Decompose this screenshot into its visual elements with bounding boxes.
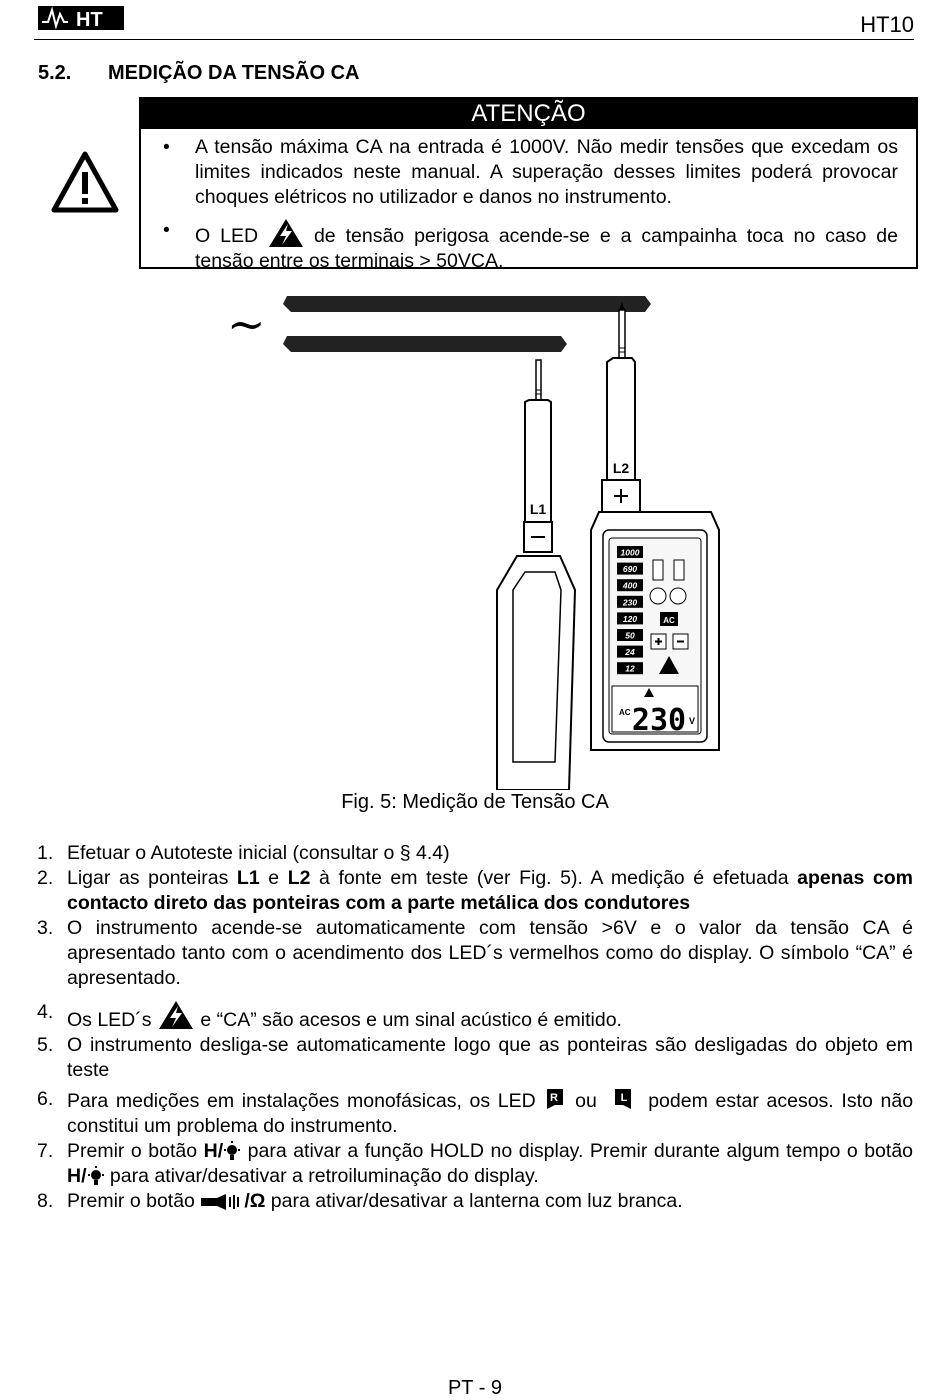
step-4: 4. Os LED´s e “CA” são acesos e um sinal acústico é emitido. bbox=[37, 1001, 622, 1031]
high-voltage-icon bbox=[157, 1000, 195, 1030]
model-name: HT10 bbox=[860, 12, 914, 37]
procedure-steps bbox=[37, 841, 913, 1214]
ht-logo bbox=[38, 4, 124, 32]
led-l-icon bbox=[650, 588, 666, 604]
attention-box bbox=[139, 97, 918, 272]
lcd-ac: AC bbox=[619, 708, 631, 717]
led-r-icon bbox=[670, 588, 686, 604]
bullet2-before: O LED bbox=[195, 225, 259, 247]
scale-label: 50 bbox=[625, 630, 635, 641]
step-1: 1. Efetuar o Autoteste inicial (consultar o § 4.4) bbox=[37, 842, 450, 864]
figure-caption: Fig. 5: Medição de Tensão CA bbox=[341, 791, 609, 813]
page-number: PT - 9 bbox=[447, 1377, 503, 1399]
probe-l1 bbox=[497, 360, 575, 790]
bullet2-after: de tensão perigosa acende-se e a campainha toca no caso de tensão entre os terminais > 50VCA. bbox=[195, 225, 898, 272]
high-voltage-icon bbox=[268, 218, 304, 248]
lcd-unit: V bbox=[689, 716, 696, 726]
conductor-phase bbox=[283, 296, 651, 312]
scale-label: 230 bbox=[622, 597, 638, 608]
lcd-value: 230 bbox=[631, 703, 687, 738]
tester-figure bbox=[225, 290, 745, 790]
scale-label: 24 bbox=[625, 647, 635, 658]
logo-text: HT bbox=[76, 9, 103, 31]
backlight-icon bbox=[223, 1141, 241, 1161]
ac-badge-text: AC bbox=[663, 616, 675, 625]
section-heading bbox=[38, 62, 359, 85]
attention-bullet-1: • A tensão máxima CA na entrada é 1000V. Não medir tensões que excedam os limites indicados neste manual. A superação desses limites poderá provocar choques elétricos no utilizador e danos no instrumento. bbox=[141, 135, 916, 210]
step-8: 8. Premir o botão /Ω para ativar/desativar a lanterna com luz branca. bbox=[37, 1190, 683, 1212]
test-led-icon bbox=[653, 560, 663, 580]
scale-label: 12 bbox=[625, 663, 635, 674]
scale-label: 690 bbox=[622, 564, 638, 575]
attention-bullet-2 bbox=[141, 218, 916, 274]
warning-triangle-icon bbox=[50, 150, 120, 214]
scale-label: 120 bbox=[622, 613, 638, 624]
svg-text:R: R bbox=[550, 1092, 559, 1104]
step-3: 3. O instrumento acende-se automaticamente com tensão >6V e o valor da tensão CA é apresentado tanto com o acendimento dos LED´s vermelhos como do display. O símbolo “CA” é apresentado. bbox=[37, 917, 913, 989]
signal-led-icon bbox=[674, 560, 684, 580]
svg-text:L: L bbox=[620, 1092, 627, 1104]
label-l1: L1 bbox=[529, 501, 547, 517]
section-number: 5.2. bbox=[38, 62, 72, 84]
torch-buzzer-icon bbox=[200, 1193, 244, 1211]
backlight-icon bbox=[87, 1166, 105, 1186]
ac-wave-symbol: ~ bbox=[227, 297, 266, 351]
label-l2: L2 bbox=[612, 460, 630, 476]
led-r-icon bbox=[543, 1087, 567, 1111]
step-6: 6. Para medições em instalações monofásicas, os LED R ou L podem estar acesos. Isto não constitui um problema do instrumento. bbox=[37, 1088, 914, 1137]
step-5: 5. O instrumento desliga-se automaticamente logo que as ponteiras são desligadas do objeto em teste bbox=[37, 1034, 913, 1081]
scale-label: 400 bbox=[622, 580, 638, 591]
step-7: 7. Premir o botão H/ para ativar a função HOLD no display. Premir durante algum tempo o botão H/ para ativar/desativar a retroiluminação do display. bbox=[37, 1140, 914, 1187]
led-l-icon bbox=[605, 1087, 641, 1111]
header-divider bbox=[34, 39, 914, 40]
attention-title: ATENÇÃO bbox=[141, 99, 916, 129]
attention-list bbox=[141, 135, 916, 282]
probe-l2 bbox=[591, 302, 719, 750]
scale-label: 1000 bbox=[620, 547, 640, 558]
conductor-neutral bbox=[283, 336, 567, 352]
section-title: MEDIÇÃO DA TENSÃO CA bbox=[108, 62, 360, 84]
step-2: 2. Ligar as ponteiras L1 e L2 à fonte em teste (ver Fig. 5). A medição é efetuada apenas com contacto direto das ponteiras com a parte metálica dos condutores bbox=[37, 867, 914, 914]
